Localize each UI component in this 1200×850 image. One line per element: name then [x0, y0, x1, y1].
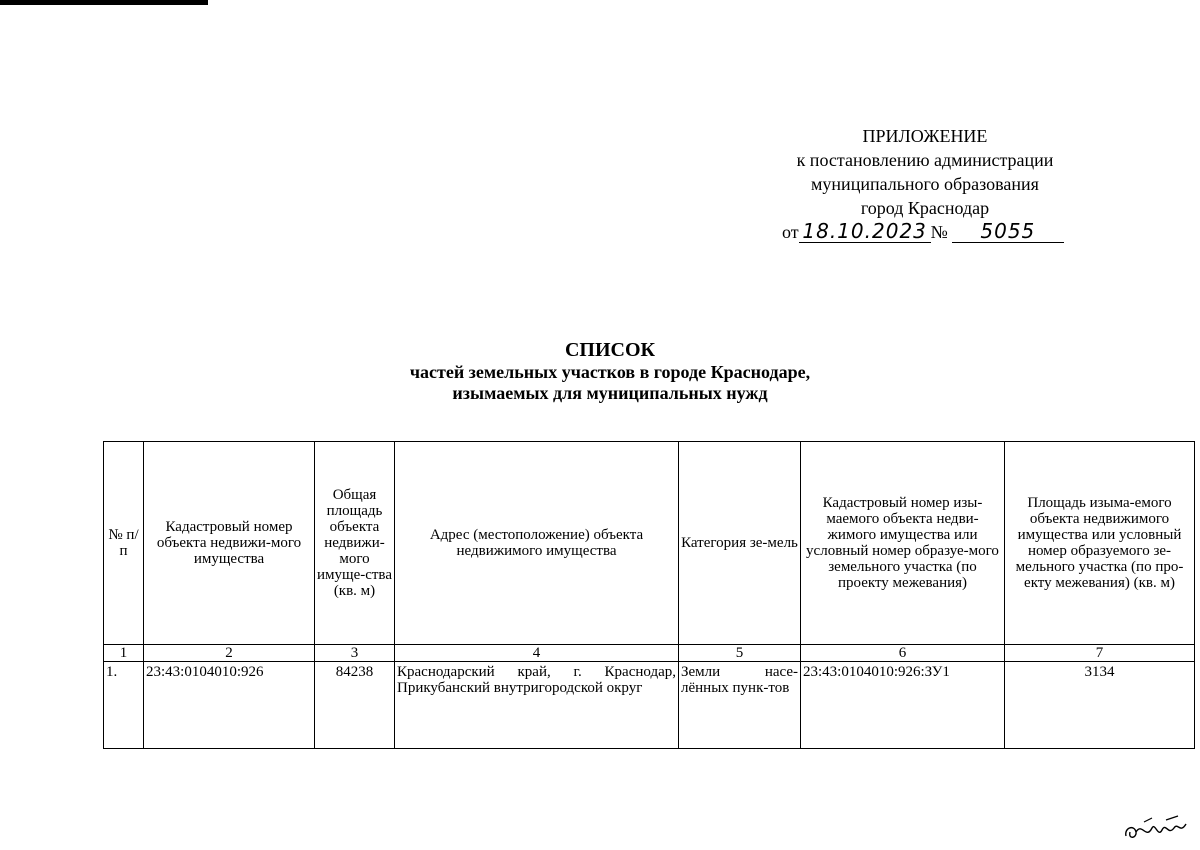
- cell-seized-cadastral: 23:43:0104010:926:ЗУ1: [801, 662, 1005, 749]
- header-cell-seized-cadastral: Кадастровый номер изы-маемого объекта недви-жимого имущества или условный номер образуе-мого земельного участка (по проекту межевания): [801, 442, 1005, 645]
- appendix-line-2: муниципального образования: [811, 174, 1039, 194]
- cell-address: Краснодарский край, г. Краснодар, Прикубанский внутригородской округ: [395, 662, 679, 749]
- cell-cadastral: 23:43:0104010:926: [144, 662, 315, 749]
- cell-category: Земли насе-лённых пунк-тов: [679, 662, 801, 749]
- appendix-line-1: к постановлению администрации: [796, 150, 1054, 170]
- cell-seized-area: 3134: [1005, 662, 1195, 749]
- table-column-numbers-row: [104, 645, 1195, 662]
- document-heading: [300, 338, 920, 404]
- document-title: СПИСОК: [564, 339, 656, 361]
- number-prefix: №: [930, 222, 948, 242]
- appendix-block: [760, 124, 1090, 244]
- scan-edge-bar: [0, 0, 208, 5]
- table-header-row: [104, 442, 1195, 645]
- column-number-1: 1: [104, 645, 144, 662]
- land-plots-table: [103, 441, 1195, 749]
- header-cell-address: Адрес (местоположение) объекта недвижимого имущества: [395, 442, 679, 645]
- column-number-5: 5: [679, 645, 801, 662]
- date-prefix: от: [782, 222, 799, 242]
- number-field: [952, 221, 1064, 243]
- appendix-line-3: город Краснодар: [860, 198, 990, 218]
- column-number-4: 4: [395, 645, 679, 662]
- cell-total-area: 84238: [315, 662, 395, 749]
- handwritten-number: 5055: [980, 219, 1036, 243]
- document-subtitle-2: изымаемых для муниципальных нужд: [452, 383, 768, 403]
- handwritten-date: 18.10.2023: [802, 219, 927, 243]
- document-subtitle-1: частей земельных участков в городе Краснодаре,: [409, 362, 811, 382]
- header-cell-cadastral: Кадастровый номер объекта недвижи-мого имущества: [144, 442, 315, 645]
- header-cell-category: Категория зе-мель: [679, 442, 801, 645]
- signature-mark: [1122, 814, 1192, 844]
- date-field: [799, 221, 931, 243]
- appendix-date-row: [760, 220, 1090, 244]
- header-cell-number: № п/п: [104, 442, 144, 645]
- cell-number: 1.: [104, 662, 144, 749]
- column-number-6: 6: [801, 645, 1005, 662]
- header-cell-seized-area: Площадь изыма-емого объекта недвижимого имущества или условный номер образуемого зе-мельного участка (по про-екту межевания) (кв. м): [1005, 442, 1195, 645]
- appendix-title: ПРИЛОЖЕНИЕ: [862, 126, 988, 146]
- column-number-7: 7: [1005, 645, 1195, 662]
- column-number-2: 2: [144, 645, 315, 662]
- header-cell-total-area: Общая площадь объекта недвижи-мого имуще-ства (кв. м): [315, 442, 395, 645]
- column-number-3: 3: [315, 645, 395, 662]
- table-row: [104, 662, 1195, 749]
